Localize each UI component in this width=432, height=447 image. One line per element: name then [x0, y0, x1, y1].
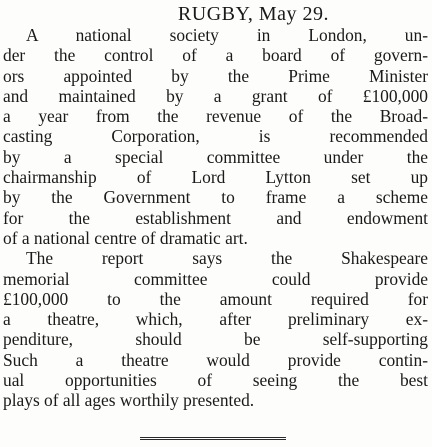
article-line: a theatre, which, after preliminary ex-	[3, 309, 428, 330]
article-body	[3, 25, 428, 411]
article-line: £100,000 to the amount required for	[3, 288, 428, 309]
article-line: of a national centre of dramatic art.	[3, 227, 248, 248]
article-line: The report says the Shakespeare	[26, 248, 428, 269]
article-line: penditure, should be self-supporting	[3, 329, 428, 350]
article-line: and maintained by a grant of £100,000	[3, 85, 428, 106]
article-line: A national society in London, un-	[26, 25, 428, 45]
article-line: chairmanship of Lord Lytton set up	[3, 167, 428, 188]
article-line: plays of all ages worthily presented.	[3, 390, 255, 411]
end-rule	[140, 437, 286, 440]
article-line: casting Corporation, is recommended	[3, 126, 428, 147]
article-line: a year from the revenue of the Broad-	[3, 106, 428, 127]
article-line: Such a theatre would provide contin-	[3, 349, 428, 370]
article-line: by a special committee under the	[3, 146, 428, 167]
article-line: der the control of a board of govern-	[3, 45, 428, 66]
article-line: memorial committee could provide	[3, 268, 428, 289]
article-line: by the Government to frame a scheme	[3, 187, 428, 208]
article-line: ors appointed by the Prime Minister	[3, 65, 428, 86]
article-line: for the establishment and endowment	[3, 207, 428, 228]
dateline: RUGBY, May 29.	[177, 3, 329, 25]
article-line: ual opportunities of seeing the best	[3, 370, 428, 391]
